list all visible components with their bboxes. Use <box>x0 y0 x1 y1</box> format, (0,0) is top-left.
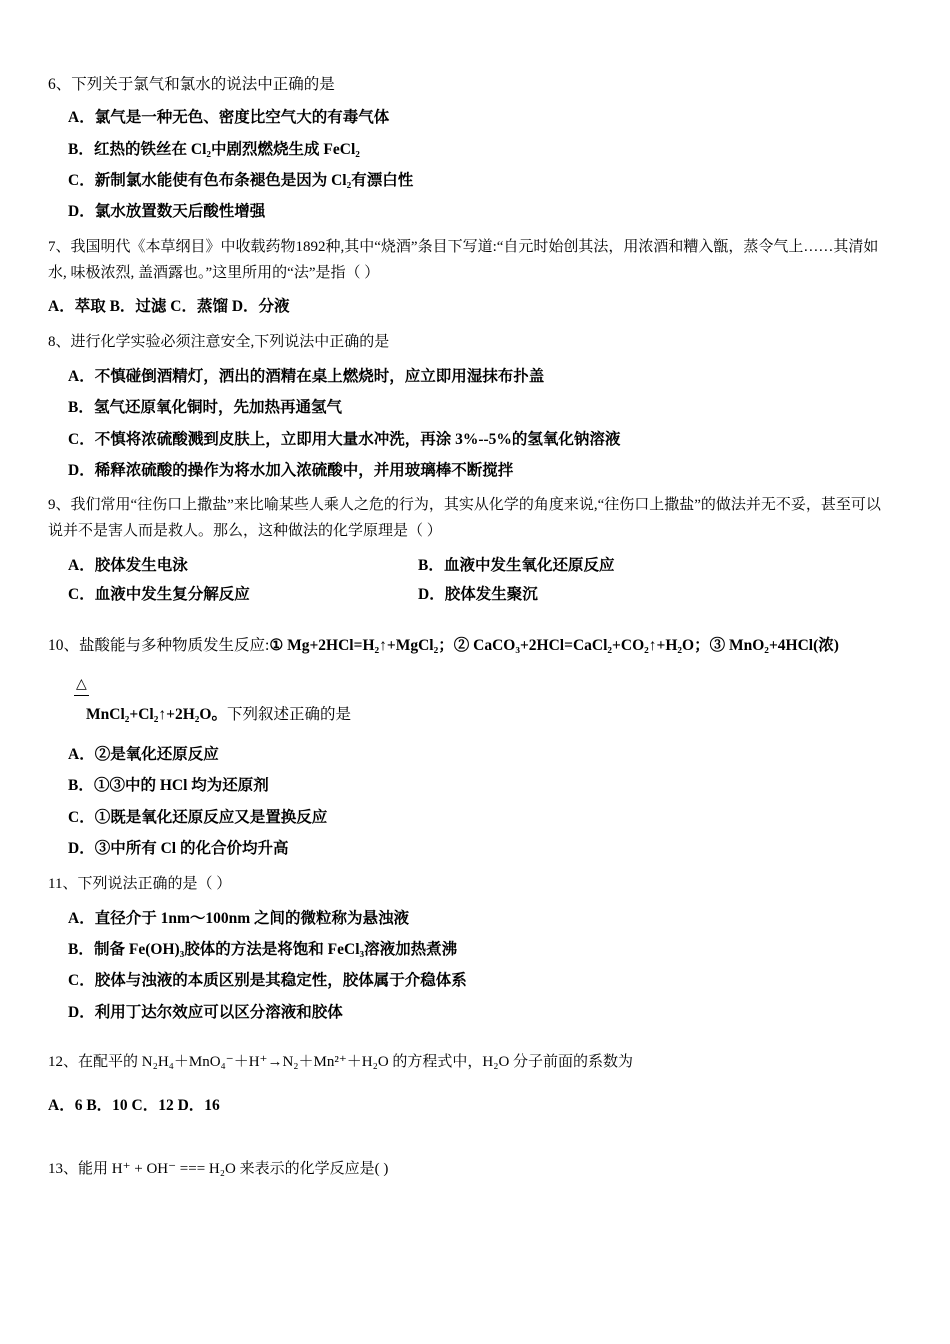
option-a[interactable]: A．胶体发生电泳 <box>68 557 188 575</box>
question-10-stem: 10、盐酸能与多种物质发生反应:① Mg+2HCl=H₂↑+MgCl₂；② CaCO₃+2HCl=CaCl₂+CO₂↑+H₂O；③ MnO₂+4HCl(浓) <box>48 637 839 655</box>
option-d[interactable]: D．稀释浓硫酸的操作为将水加入浓硫酸中，并用玻璃棒不断搅拌 <box>68 462 514 479</box>
question-7 <box>48 235 890 322</box>
question-10-options <box>48 740 890 864</box>
question-6-options <box>48 103 890 227</box>
option-d[interactable]: D．利用丁达尔效应可以区分溶液和胶体 <box>68 1003 343 1021</box>
option-c[interactable]: C．血液中发生复分解反应 <box>68 586 250 604</box>
question-12-options[interactable]: A．6 B．10 C．12 D．16 <box>48 1097 220 1115</box>
option-c[interactable]: C．不慎将浓硫酸溅到皮肤上，立即用大量水冲洗，再涂 3%--5%的氢氧化钠溶液 <box>68 430 621 448</box>
option-b[interactable]: B．血液中发生氧化还原反应 <box>418 557 615 575</box>
question-10 <box>48 633 890 863</box>
question-9 <box>48 493 890 609</box>
question-13-stem: 13、能用 H⁺ + OH⁻ === H₂O 来表示的化学反应是( ) <box>48 1161 389 1178</box>
question-9-options <box>48 551 890 610</box>
question-7-options[interactable]: A．萃取 B．过滤 C．蒸馏 D．分液 <box>48 298 290 316</box>
option-c[interactable]: C．胶体与浊液的本质区别是其稳定性，胶体属于介稳体系 <box>68 972 467 990</box>
question-11 <box>48 872 890 1028</box>
option-c[interactable]: C．①既是氧化还原反应又是置换反应 <box>68 808 328 826</box>
option-a[interactable]: A．氯气是一种无色、密度比空气大的有毒气体 <box>68 109 390 127</box>
option-c[interactable]: C．新制氯水能使有色布条褪色是因为 Cl₂有漂白性 <box>68 171 414 189</box>
question-13 <box>48 1157 890 1183</box>
question-10-equation-continued: MnCl₂+Cl₂↑+2H₂O。下列叙述正确的是 <box>86 706 351 724</box>
option-b[interactable]: B．①③中的 HCl 均为还原剂 <box>68 777 269 795</box>
question-6 <box>48 72 890 227</box>
option-d[interactable]: D．氯水放置数天后酸性增强 <box>68 203 266 221</box>
option-a[interactable]: A．直径介于 1nm～100nm 之间的微粒称为悬浊液 <box>68 909 410 927</box>
option-b[interactable]: B．氢气还原氧化铜时，先加热再通氢气 <box>68 399 343 417</box>
option-b[interactable]: B．红热的铁丝在 Cl₂中剧烈燃烧生成 FeCl₂ <box>68 140 360 158</box>
question-6-stem: 6、下列关于氯气和氯水的说法中正确的是 <box>48 76 335 93</box>
option-row-2 <box>48 580 890 609</box>
question-8 <box>48 330 890 486</box>
option-d[interactable]: D．③中所有 Cl 的化合价均升高 <box>68 840 289 858</box>
option-d[interactable]: D．胶体发生聚沉 <box>418 586 538 604</box>
option-a[interactable]: A．不慎碰倒酒精灯，洒出的酒精在桌上燃烧时，应立即用湿抹布扑盖 <box>68 367 545 385</box>
reaction-condition-delta: △ <box>74 675 890 696</box>
question-7-stem: 7、我国明代《本草纲目》中收载药物1892种,其中“烧酒”条目下写道:“自元时始创其法，用浓酒和糟入甑，蒸令气上……其清如水, 味极浓烈, 盖酒露也。”这里所用的“法”是指（ ） <box>48 238 879 281</box>
option-b[interactable]: B．制备 Fe(OH)₃胶体的方法是将饱和 FeCl₃溶液加热煮沸 <box>68 941 458 959</box>
question-12-stem: 12、在配平的 N₂H₄＋MnO₄⁻＋H⁺→N₂＋Mn²⁺＋H₂O 的方程式中，H₂O 分子前面的系数为 <box>48 1054 634 1071</box>
option-a[interactable]: A．②是氧化还原反应 <box>68 746 219 764</box>
question-11-options <box>48 904 890 1028</box>
question-8-options <box>48 362 890 486</box>
question-9-stem: 9、我们常用“往伤口上撒盐”来比喻某些人乘人之危的行为，其实从化学的角度来说,“往伤口上撒盐”的做法并无不妥，甚至可以说并不是害人而是救人。那么，这种做法的化学原理是（ ） <box>48 497 881 540</box>
question-11-stem: 11、下列说法正确的是（ ） <box>48 875 232 892</box>
question-12 <box>48 1050 890 1120</box>
question-8-stem: 8、进行化学实验必须注意安全,下列说法中正确的是 <box>48 333 390 350</box>
option-row-1 <box>48 551 890 580</box>
